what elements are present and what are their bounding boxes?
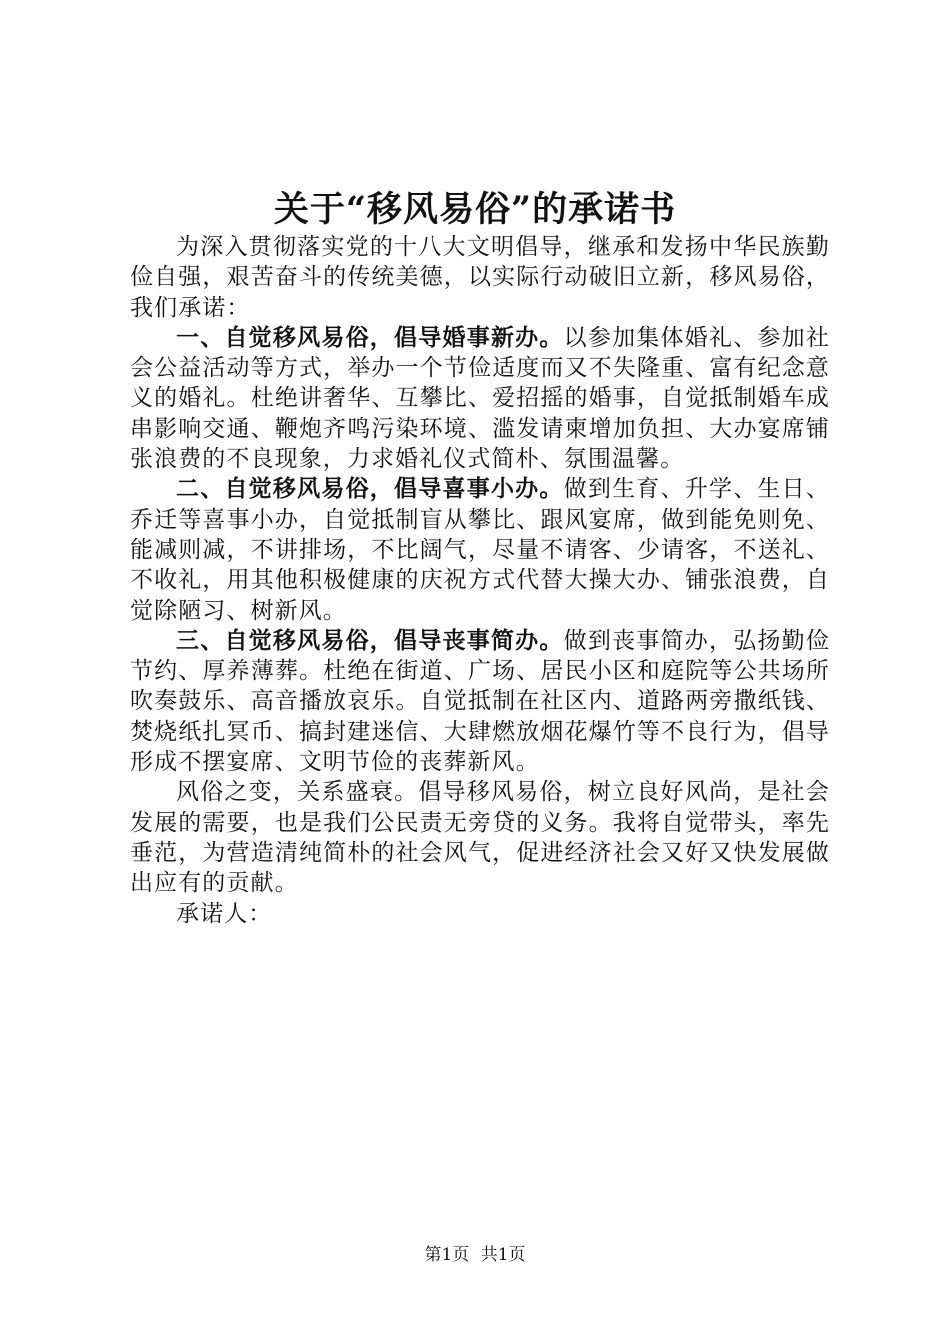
document-body xyxy=(130,232,830,929)
signature-line: 承诺人： xyxy=(176,900,273,927)
section-1-paragraph xyxy=(130,323,830,474)
section-1-text: 以参加集体婚礼、参加社会公益活动等方式，举办一个节俭适度而又不失隆重、富有纪念意义的婚礼。杜绝讲奢华、互攀比、爱招摇的婚事，自觉抵制婚车成串影响交通、鞭炮齐鸣污染环境、滥发请柬增加负担、大办宴席铺张浪费的不良现象，力求婚礼仪式简朴、氛围温馨。 xyxy=(130,324,830,473)
page-total: 共1页 xyxy=(480,1245,526,1265)
section-2-heading: 二、自觉移风易俗，倡导喜事小办。 xyxy=(176,475,564,503)
page-footer xyxy=(0,1243,950,1267)
section-3-text: 做到丧事简办，弘扬勤俭节约、厚养薄葬。杜绝在街道、广场、居民小区和庭院等公共场所吹奏鼓乐、高音播放哀乐。自觉抵制在社区内、道路两旁撒纸钱、焚烧纸扎冥币、搞封建迷信、大肆燃放烟花爆竹等不良行为，倡导形成不摆宴席、文明节俭的丧葬新风。 xyxy=(130,627,830,776)
section-3-heading: 三、自觉移风易俗，倡导丧事简办。 xyxy=(176,626,564,654)
section-2-text: 做到生育、升学、生日、乔迁等喜事小办，自觉抵制盲从攀比、跟风宴席，做到能免则免、能减则减，不讲排场，不比阔气，尽量不请客、少请客，不送礼、不收礼，用其他积极健康的庆祝方式代替大操大办、铺张浪费，自觉除陋习、树新风。 xyxy=(130,476,830,624)
closing-paragraph: 风俗之变，关系盛衰。倡导移风易俗，树立良好风尚，是社会发展的需要，也是我们公民责无旁贷的义务。我将自觉带头，率先垂范，为营造清纯简朴的社会风气，促进经济社会又好又快发展做出应有的贡献。 xyxy=(130,779,830,897)
section-3-paragraph xyxy=(130,626,830,777)
document-title: 关于“移风易俗”的承诺书 xyxy=(273,189,677,230)
section-2-paragraph xyxy=(130,474,830,625)
section-1-heading: 一、自觉移风易俗，倡导婚事新办。 xyxy=(176,323,564,351)
page-number: 第1页 xyxy=(424,1245,470,1265)
intro-paragraph: 为深入贯彻落实党的十八大文明倡导，继承和发扬中华民族勤俭自强，艰苦奋斗的传统美德，以实际行动破旧立新，移风易俗，我们承诺： xyxy=(130,234,830,321)
